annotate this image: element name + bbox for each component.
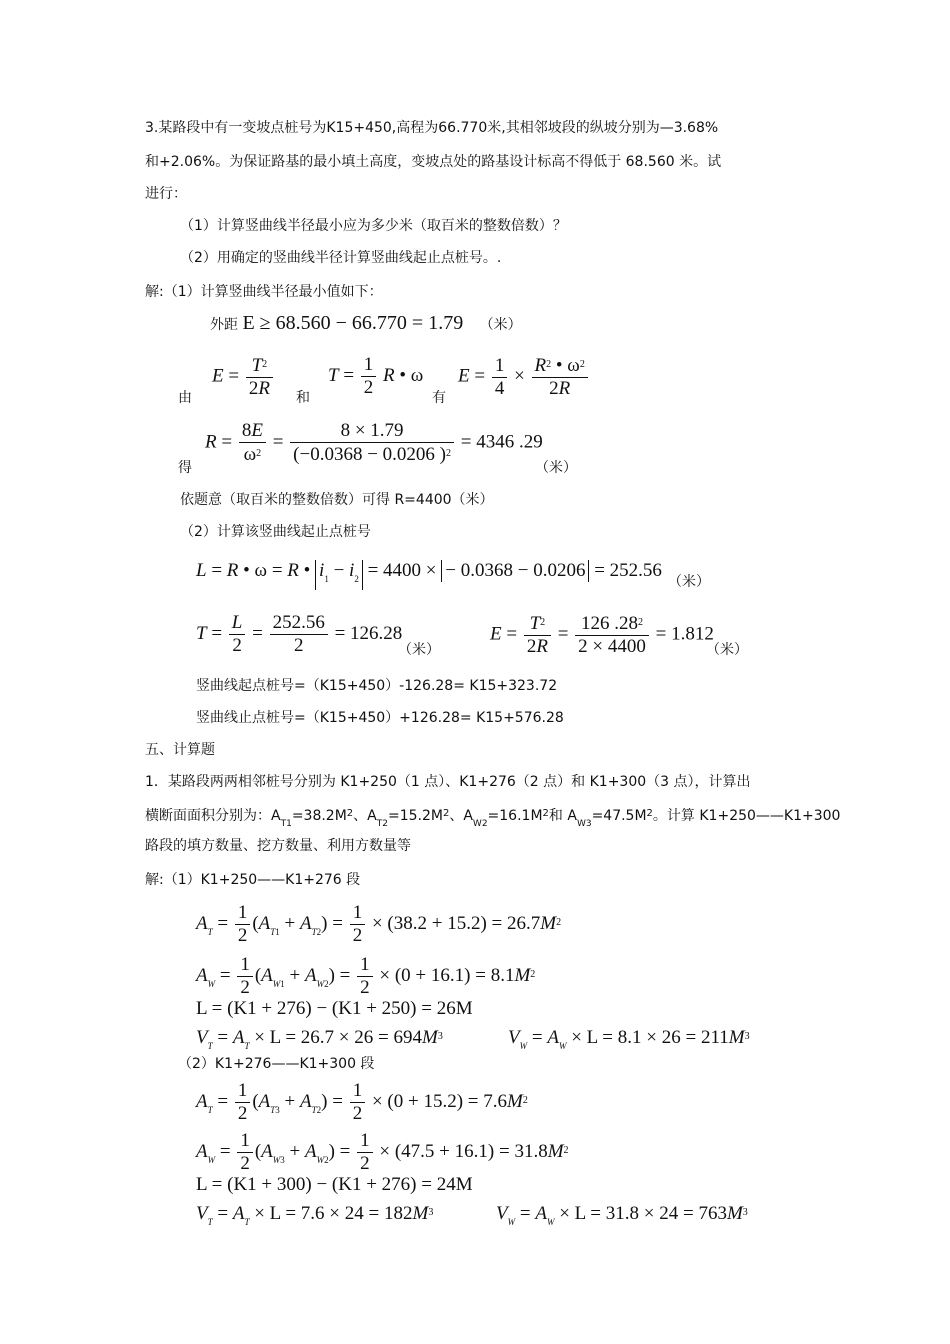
text-h: =47.5M	[591, 808, 647, 824]
solution-heading: 解:（1）计算竖曲线半径最小值如下：	[145, 284, 383, 300]
text-i: 。计算 K1+250——K1+300	[652, 808, 841, 824]
question-2-heading: （2）计算该竖曲线起止点桩号	[180, 524, 371, 540]
s5-line-2: 横断面面积分别为：$A_{T1}=38.2M^2$、$A_{T2}=15.2M^2$、$A_{W2}=16.1M^2$和 $A_{W3}=47.5M^2$。计算 K1+250——K1+300	[145, 808, 841, 829]
VW-2-value: × L = 31.8 × 24 = 763	[559, 1203, 727, 1224]
unit-mi-R: （米）	[535, 460, 577, 476]
AW-1-value: × (0 + 16.1) = 8.1	[379, 964, 515, 986]
R-result: = 4346 .29	[460, 431, 543, 453]
E-result: = 1.812	[655, 623, 714, 645]
eq-AW-1: $A_W$ = $\frac{1}{2}$ $(A_{W1} + A_{W2})$ = $\frac{1}{2}$ × $(0 + 16.1) = 8.1M^2$	[196, 954, 536, 998]
unit-mi-L: （米）	[668, 574, 710, 590]
question-2: （2）用确定的竖曲线半径计算竖曲线起止点桩号。.	[180, 250, 502, 266]
L-abs: − 0.0368 − 0.0206	[441, 560, 589, 582]
sol-2-heading: （2）K1+276——K1+300 段	[178, 1056, 375, 1072]
E-numerator: 126 .28	[581, 613, 639, 634]
AW-2-value: × (47.5 + 16.1) = 31.8	[379, 1140, 548, 1162]
eq-L-1: L = (K1 + 276) − (K1 + 250) = 26M	[196, 998, 473, 1019]
unit-mi-T: （米）	[398, 642, 440, 658]
L-value: = 4400 ×	[367, 560, 437, 581]
eq-E-final: E = $\frac{T^2}{2R}$ = $\frac{126 .28^2}{2 \times 4400}$ = 1.812	[490, 613, 714, 657]
problem-line-1: 3.某路段中有一变坡点桩号为K15+450,高程为66.770米,其相邻坡段的纵坡分别为—3.68%	[145, 120, 719, 136]
text-g: 和 A	[548, 808, 577, 824]
s5-line-1: 1．某路段两两相邻桩号分别为 K1+250（1 点）、K1+276（2 点）和 K1+300（3 点），计算出	[145, 774, 751, 790]
E-denominator: 2 × 4400	[578, 636, 646, 657]
label-waiju: 外距	[210, 317, 238, 333]
VT-1-value: × L = 26.7 × 26 = 694	[254, 1027, 422, 1048]
label-he: 和	[296, 390, 310, 406]
label-de: 得	[178, 460, 192, 476]
AT-1-value: × (38.2 + 15.2) = 26.7	[371, 912, 541, 934]
unit-mi-E: （米）	[706, 642, 748, 658]
eq-T-R: T = $\frac{1}{2}$ R • ω	[328, 354, 424, 398]
problem-line-2: 和+2.06%。为保证路基的最小填土高度，变坡点处的路基设计标高不得低于 68.560 米。试	[145, 154, 722, 170]
sol-1-heading: 解:（1）K1+250——K1+276 段	[145, 872, 361, 888]
end-station: 竖曲线止点桩号=（K15+450）+126.28= K15+576.28	[196, 710, 564, 726]
T-result: = 126.28	[334, 622, 403, 644]
VT-2-value: × L = 7.6 × 24 = 182	[254, 1203, 413, 1224]
eq-L: L = R • ω = R • $i_1 - i_2 = 4400$ × − 0.0368 − 0.0206 = 252.56	[196, 560, 662, 590]
eq-VT-2: $V_T = A_T \times L = 7.6 \times 24 = 182M^3$	[196, 1203, 434, 1227]
text-e: 、A	[449, 808, 473, 824]
eq-VW-2: $V_W = A_W \times L = 31.8 \times 24 = 763M^3$	[496, 1203, 748, 1227]
text-c: 、A	[353, 808, 377, 824]
text-d: =15.2M	[387, 808, 443, 824]
eq-E-T: E = $\frac{T^2}{2R}$	[212, 354, 275, 400]
problem-line-3: 进行：	[145, 186, 187, 202]
L-result: = 252.56	[594, 560, 662, 581]
label-you: 由	[178, 390, 192, 406]
VW-1-value: × L = 8.1 × 26 = 211	[571, 1027, 729, 1048]
label-you2: 有	[432, 390, 446, 406]
eq-E-R: E = $\frac{1}{4}$ × $\frac{R^2 • \omega^2}{2R}$	[458, 354, 590, 400]
text-a: 横断面面积分别为：A	[145, 808, 281, 824]
eq-T: T = $\frac{L}{2}$ = $\frac{252.56}{2}$ = 126.28	[196, 612, 403, 656]
s5-line-3: 路段的填方数量、挖方数量、利用方数量等	[145, 838, 411, 854]
eq-VT-1: $V_T = A_T \times L = 26.7 \times 26 = 694M^3$	[196, 1027, 443, 1051]
eq-VW-1: $V_W = A_W \times L = 8.1 \times 26 = 211M^3$	[508, 1027, 750, 1051]
eq-L-2: L = (K1 + 300) − (K1 + 276) = 24M	[196, 1174, 473, 1195]
eq-AT-1: $A_T$ = $\frac{1}{2}$ $(A_{T1} + A_{T2})$ = $\frac{1}{2}$ × $(38.2 + 15.2) = 26.7M^2$	[196, 902, 562, 946]
conclusion-R: 依题意（取百米的整数倍数）可得 R=4400（米）	[180, 492, 494, 508]
text-b: =38.2M	[291, 808, 347, 824]
AT-2-value: × (0 + 15.2) = 7.6	[371, 1090, 507, 1112]
R-denominator: (−0.0368 − 0.0206 )	[293, 444, 446, 465]
eq-AW-2: $A_W$ = $\frac{1}{2}$ $(A_{W3} + A_{W2})$ = $\frac{1}{2}$ × $(47.5 + 16.1) = 31.8M^2$	[196, 1130, 569, 1174]
text-f: =16.1M	[487, 808, 543, 824]
equation-outer-distance	[210, 312, 522, 335]
R-numerator: 8 × 1.79	[290, 420, 454, 443]
start-station: 竖曲线起点桩号=（K15+450）-126.28= K15+323.72	[196, 678, 558, 694]
eq-AT-2: $A_T$ = $\frac{1}{2}$ $(A_{T3} + A_{T2})$ = $\frac{1}{2}$ × $(0 + 15.2) = 7.6M^2$	[196, 1080, 528, 1124]
eq-E-min: E ≥ 68.560 − 66.770 = 1.79	[242, 312, 464, 334]
section-title: 五、计算题	[145, 742, 215, 758]
unit-mi: （米）	[479, 317, 522, 333]
T-numerator: 252.56	[270, 612, 328, 635]
question-1: （1）计算竖曲线半径最小应为多少米（取百米的整数倍数）？	[180, 218, 567, 234]
eq-R: R = $\frac{8E}{\omega^2}$ = $\frac{8 \times 1.79}{(-0.0368 - 0.0206 )^2}$ = 4346 .29	[205, 420, 543, 465]
